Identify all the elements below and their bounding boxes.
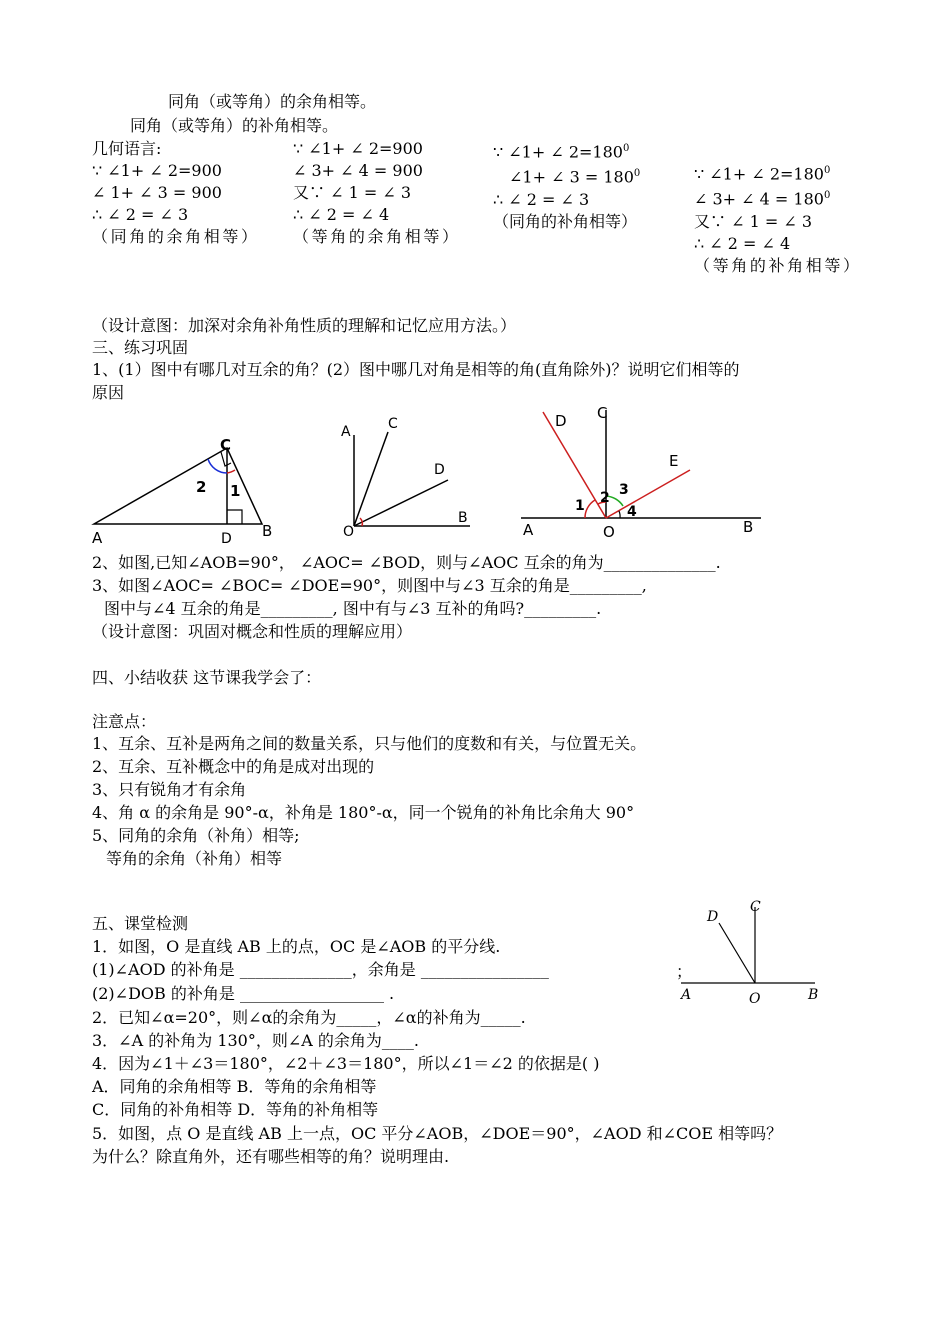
proof-line: ∵ ∠1+ ∠ $2=180^0$ (694, 164, 831, 184)
proof-line: ∠ 1+ ∠ 3 = 900 (92, 183, 222, 202)
angle-arc-1 (227, 470, 235, 473)
note-item: 5、同角的余角（补角）相等; (92, 826, 300, 845)
proof-line: 又∵ ∠ 1 = ∠ 3 (293, 183, 412, 202)
proof-line: ∴ ∠ 2 = ∠ 4 (694, 233, 791, 253)
figure-line-rays (515, 400, 775, 545)
label-A: A (341, 424, 351, 440)
label-O: O (603, 523, 615, 541)
proof-column-4 (694, 160, 874, 277)
label-A: A (92, 529, 103, 547)
label-2: 2 (600, 490, 610, 506)
proof-line: ∵ ∠1+ ∠ 2=900 (293, 139, 423, 158)
label-D: D (555, 412, 567, 430)
label-B: B (262, 522, 273, 540)
proof-reason: （等角的补角相等） (694, 255, 859, 275)
question-2: 2、如图,已知∠AOB=90°， ∠AOC= ∠BOD，则与∠AOC 互余的角为______________. (92, 553, 721, 572)
label-C: C (388, 416, 398, 432)
label-B: B (458, 510, 468, 526)
note-item: 4、角 α 的余角是 90°-α，补角是 180°-α，同一个锐角的补角比余角大 90° (92, 803, 635, 822)
test-question-3: 3．∠A 的补角为 130°，则∠A 的余角为____. (92, 1031, 419, 1050)
proof-line: ∴ ∠ 2 = ∠ 4 (293, 205, 390, 224)
proof-line: 几何语言: (92, 139, 162, 158)
proof-reason: （同角的余角相等） (92, 227, 257, 246)
property-same-angle-complement: 同角（或等角）的余角相等。 (168, 92, 377, 111)
figure-bisector (675, 895, 835, 1005)
test-question-2: 2．已知∠α=20°，则∠α的余角为_____，∠α的补角为_____. (92, 1008, 526, 1027)
property-same-angle-supplement: 同角（或等角）的补角相等。 (130, 116, 339, 135)
label-C: C (597, 404, 608, 422)
label-3: 3 (619, 482, 629, 498)
label-A: A (681, 987, 692, 1003)
proof-reason: （同角的补角相等） (493, 211, 638, 231)
label-B: B (808, 987, 819, 1003)
label-O: O (749, 991, 761, 1007)
question-1: 1、(1）图中有哪几对互余的角？(2）图中哪几对角是相等的角(直角除外)？说明它们相等的 (92, 360, 740, 379)
test-question-4-options-ab: A．同角的余角相等 B．等角的余角相等 (92, 1077, 377, 1096)
proof-line: ∴ ∠ 2 = ∠ 3 (493, 189, 590, 209)
note-item: 1、互余、互补是两角之间的数量关系，只与他们的度数和有关，与位置无关。 (92, 734, 647, 753)
test-question-5: 5．如图，点 O 是直线 AB 上一点，OC 平分∠AOB，∠DOE＝90°，∠AOD 和∠COE 相等吗？ (92, 1124, 783, 1143)
angle-arc-4 (619, 511, 620, 518)
design-intent-1: （设计意图：加深对余角补角性质的理解和记忆应用方法。） (92, 316, 517, 335)
proof-column-1 (92, 138, 272, 248)
design-intent-2: （设计意图：巩固对概念和性质的理解应用） (92, 622, 413, 641)
label-B: B (743, 518, 754, 536)
section-3-title: 三、练习巩固 (92, 338, 189, 357)
label-O: O (343, 524, 355, 540)
question-1-cont: 原因 (92, 383, 125, 402)
question-3-cont: 图中与∠4 互余的角是_________, 图中有与∠3 互补的角吗?_________. (104, 599, 602, 618)
test-question-1-part-2: (2)∠DOB 的补角是 __________________ . (92, 984, 395, 1003)
note-item: 3、只有锐角才有余角 (92, 780, 247, 799)
proof-line: ∠ 3+ ∠ 4 = 900 (293, 161, 423, 180)
ray-OD (719, 923, 755, 983)
label-D: D (707, 909, 719, 925)
proof-column-2 (293, 138, 473, 248)
proof-column-3 (493, 138, 673, 233)
label-2: 2 (196, 478, 207, 496)
proof-reason: （等角的余角相等） (293, 227, 458, 246)
section-5-title: 五、课堂检测 (92, 914, 189, 933)
section-4-title: 四、小结收获 这节课我学会了： (92, 668, 322, 687)
test-question-5-cont: 为什么？除直角外，还有哪些相等的角？说明理由. (92, 1147, 450, 1166)
test-question-4: 4．因为∠1＋∠3＝180°，∠2＋∠3＝180°，所以∠1＝∠2 的依据是( ) (92, 1054, 600, 1073)
right-angle-mark (227, 510, 242, 524)
proof-line: ∵ ∠1+ ∠ 2=900 (92, 161, 222, 180)
figure-rays (340, 410, 480, 540)
proof-line: ∠1+ ∠ $3 = 180^0$ (509, 167, 641, 187)
proof-line: ∵ ∠1+ ∠ $2=180^0$ (493, 142, 630, 162)
proof-line: 又∵ ∠ 1 = ∠ 3 (694, 211, 813, 231)
label-1: 1 (575, 498, 585, 514)
label-1: 1 (230, 482, 241, 500)
label-D: D (434, 462, 445, 478)
proof-line: ∴ ∠ 2 = ∠ 3 (92, 205, 189, 224)
test-question-4-options-cd: C．同角的补角相等 D．等角的补角相等 (92, 1100, 379, 1119)
question-3: 3、如图∠AOC= ∠BOC= ∠DOE=90°，则图中与∠3 互余的角是_________, (92, 576, 647, 595)
angle-arc-1 (585, 500, 595, 518)
test-question-1-part-1: (1)∠AOD 的补角是 ______________，余角是 ________________ (92, 960, 549, 979)
label-4: 4 (627, 504, 637, 520)
notes-title: 注意点： (92, 712, 157, 731)
label-C: C (220, 436, 232, 454)
figure-triangle (90, 430, 290, 550)
note-item: 2、互余、互补概念中的角是成对出现的 (92, 757, 375, 776)
note-item: 等角的余角（补角）相等 (106, 849, 283, 868)
label-D: D (221, 531, 232, 547)
label-A: A (523, 521, 534, 539)
label-E: E (669, 452, 679, 470)
proof-line: ∠ 3+ ∠ $4 = 180^0$ (694, 189, 831, 209)
semicolon: ； (676, 962, 693, 981)
label-C: C (750, 899, 761, 915)
test-question-1: 1．如图，O 是直线 AB 上的点，OC 是∠AOB 的平分线. (92, 937, 501, 956)
